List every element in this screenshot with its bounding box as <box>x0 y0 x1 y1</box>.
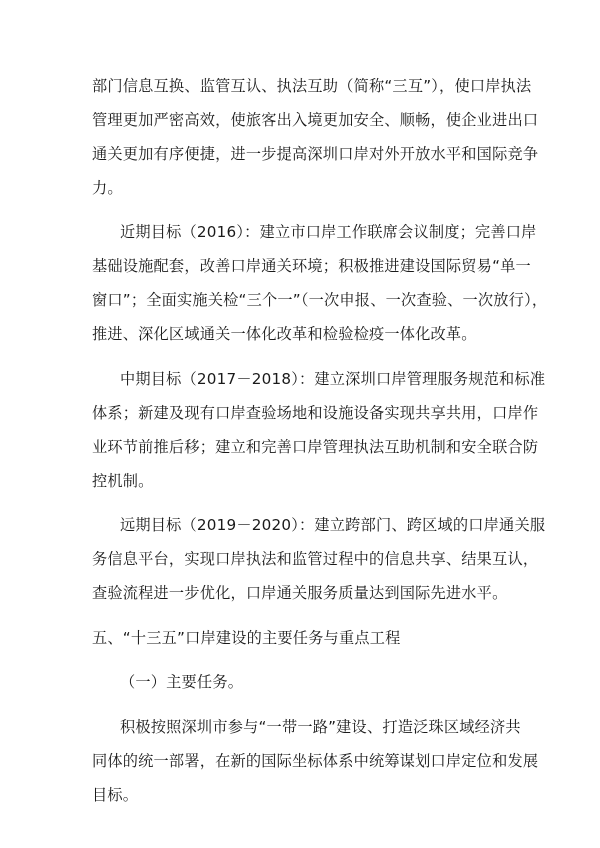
text-line: 部门信息互换、监管互认、执法互助（简称“三互”），使口岸执法 <box>92 77 532 95</box>
text-line: 控机制。 <box>92 472 154 490</box>
text-line: 远期目标（2019－2020）：建立跨部门、跨区域的口岸通关服 <box>120 516 546 534</box>
text-line: 力。 <box>92 179 123 197</box>
text-line: 近期目标（2016）：建立市口岸工作联席会议制度；完善口岸 <box>120 223 537 241</box>
text-line: 查验流程进一步优化，口岸通关服务质量达到国际先进水平。 <box>92 584 508 602</box>
text-line: 业环节前推后移；建立和完善口岸管理执法互助机制和安全联合防 <box>92 438 539 456</box>
text-line: 中期目标（2017－2018）：建立深圳口岸管理服务规范和标准 <box>120 370 546 388</box>
text-line: 窗口”；全面实施关检“三个一”（一次申报、一次查验、一次放行）， <box>92 291 548 309</box>
text-line: 管理更加严密高效，使旅客出入境更加安全、顺畅，使企业进出口 <box>92 111 539 129</box>
text-line: 通关更加有序便捷，进一步提高深圳口岸对外开放水平和国际竞争 <box>92 145 539 163</box>
text-line: 目标。 <box>92 786 139 804</box>
section-heading: 五、“十三五”口岸建设的主要任务与重点工程 <box>92 629 401 647</box>
text-line: 积极按照深圳市参与“一带一路”建设、打造泛珠区域经济共 <box>120 718 521 736</box>
subsection-heading: （一）主要任务。 <box>120 673 244 691</box>
text-line: 基础设施配套，改善口岸通关环境；积极推进建设国际贸易“单一 <box>92 257 531 275</box>
text-line: 推进、深化区域通关一体化改革和检验检疫一体化改革。 <box>92 325 477 343</box>
text-line: 务信息平台，实现口岸执法和监管过程中的信息共享、结果互认， <box>92 550 539 568</box>
text-line: 同体的统一部署，在新的国际坐标体系中统筹谋划口岸定位和发展 <box>92 752 539 770</box>
text-line: 体系；新建及现有口岸查验场地和设施设备实现共享共用，口岸作 <box>92 404 539 422</box>
